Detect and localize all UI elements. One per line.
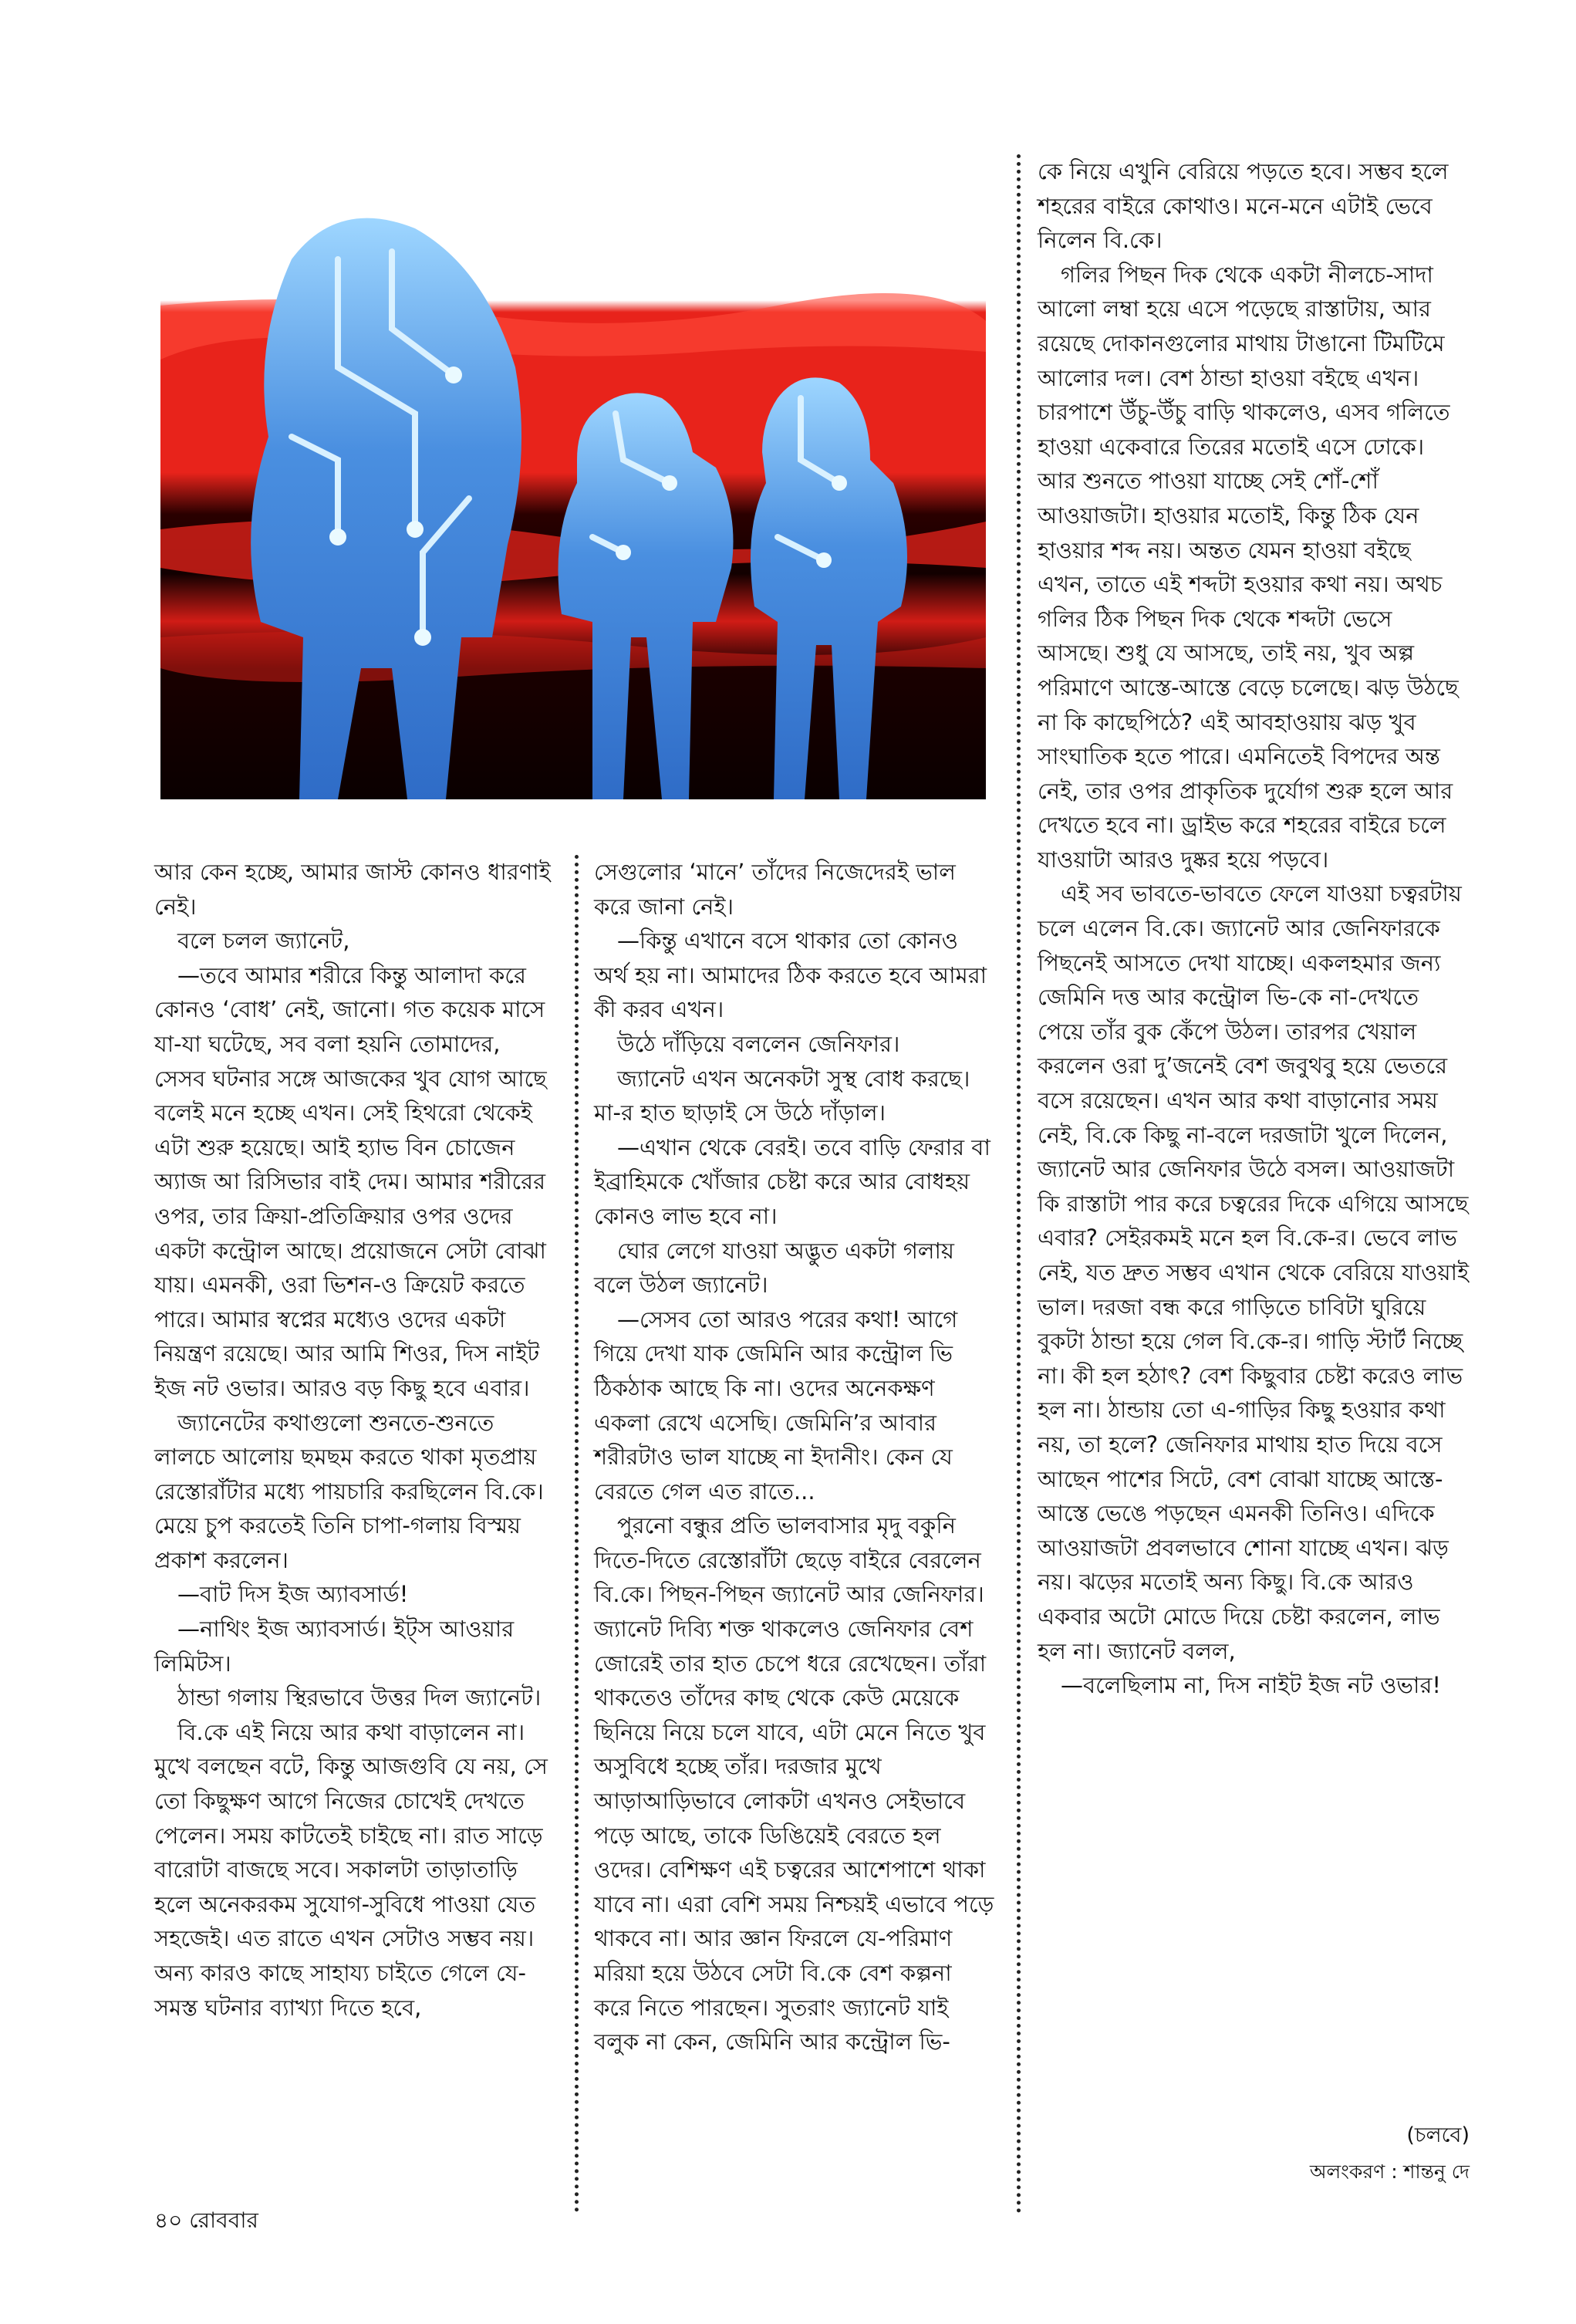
paragraph: —নাথিং ইজ অ্যাবসার্ড। ইট্স আওয়ার লিমিটস।: [154, 1616, 515, 1677]
paragraph: —বাট দিস ইজ অ্যাবসার্ড!: [177, 1581, 409, 1608]
illustration: [160, 205, 986, 799]
paragraph: গলির পিছন দিক থেকে একটা নীলচে-সাদা আলো লম্বা হয়ে এসে পড়েছে রাস্তাটায়, আর রয়েছে দোকানগুলোর মাথায় টাঙানো টিমটিমে আলোর দল। বেশ ঠান্ডা হাওয়া বইছে এখন। চারপাশে উঁচু-উঁচু বাড়ি থাকলেও, এসব গলিতে হাওয়া একেবারে তিরের মতোই এসে ঢোকে। আর শুনতে পাওয়া যাচ্ছে সেই শোঁ-শোঁ আওয়াজটা। হাওয়ার মতোই, কিন্তু ঠিক যেন হাওয়ার শব্দ নয়। অন্তত যেমন হাওয়া বইছে এখন, তাতে এই শব্দটা হওয়ার কথা নয়। অথচ গলির ঠিক পিছন দিক থেকে শব্দটা ভেসে আসছে। শুধু যে আসছে, তাই নয়, খুব অল্প পরিমাণে আস্তে-আস্তে বেড়ে চলেছে। ঝড় উঠছে না কি কাছেপিঠে? এই আবহাওয়ায় ঝড় খুব সাংঘাতিক হতে পারে। এমনিতেই বিপদের অন্ত নেই, তার ওপর প্রাকৃতিক দুর্যোগ শুরু হলে আর দেখতে হবে না। ড্রাইভ করে শহরের বাইরে চলে যাওয়াটা আরও দুষ্কর হয়ে পড়বে।: [1038, 261, 1459, 873]
column-divider-2: [1017, 154, 1021, 2214]
text-column-2: [594, 855, 995, 2213]
paragraph: ঠান্ডা গলায় স্থিরভাবে উত্তর দিল জ্যানেট।: [177, 1684, 542, 1711]
paragraph: কে নিয়ে এখুনি বেরিয়ে পড়তে হবে। সম্ভব হলে শহরের বাইরে কোথাও। মনে-মনে এটাই ভেবে নিলেন বি.কে।: [1038, 158, 1449, 254]
illustration-credit: অলংকরণ : শান্তনু দে: [1309, 2160, 1470, 2183]
paragraph: —এখান থেকে বেরই। তবে বাড়ি ফেরার বা ইব্রাহিমকে খোঁজার চেষ্টা করে আর বোধহয় কোনও লাভ হবে না।: [594, 1133, 990, 1229]
paragraph: এই সব ভাবতে-ভাবতে ফেলে যাওয়া চত্বরটায় চলে এলেন বি.কে। জ্যানেট আর জেনিফারকে পিছনেই আসতে দেখা যাচ্ছে। একলহমার জন্য জেমিনি দত্ত আর কন্ট্রোল ভি-কে না-দেখতে পেয়ে তাঁর বুক কেঁপে উঠল। তারপর খেয়াল করলেন ওরা দু’জনেই বেশ জবুথবু হয়ে ভেতরে বসে রয়েছেন। এখন আর কথা বাড়ানোর সময় নেই, বি.কে কিছু না-বলে দরজাটা খুলে দিলেন, জ্যানেট আর জেনিফার উঠে বসল। আওয়াজটা কি রাস্তাটা পার করে চত্বরের দিকে এগিয়ে আসছে এবার? সেইরকমই মনে হল বি.কে-র। ভেবে লাভ নেই, যত দ্রুত সম্ভব এখান থেকে বেরিয়ে যাওয়াই ভাল। দরজা বন্ধ করে গাড়িতে চাবিটা ঘুরিয়ে বুকটা ঠান্ডা হয়ে গেল বি.কে-র। গাড়ি স্টার্ট নিচ্ছে না। কী হল হঠাৎ? বেশ কিছুবার চেষ্টা করেও লাভ হল না। ঠান্ডায় তো এ-গাড়ির কিছু হওয়ার কথা নয়, তা হলে? জেনিফার মাথায় হাত দিয়ে বসে আছেন পাশের সিটে, বেশ বোঝা যাচ্ছে আস্তে-আস্তে ভেঙে পড়ছেন এমনকী তিনিও। এদিকে আওয়াজটা প্রবলভাবে শোনা যাচ্ছে এখন। ঝড় নয়। ঝড়ের মতোই অন্য কিছু। বি.কে আরও একবার অটো মোডে দিয়ে চেষ্টা করলেন, লাভ হল না। জ্যানেট বলল,: [1038, 880, 1470, 1664]
paragraph: পুরনো বন্ধুর প্রতি ভালবাসার মৃদু বকুনি দিতে-দিতে রেস্তোরাঁটা ছেড়ে বাইরে বেরলেন বি.কে। পিছন-পিছন জ্যানেট আর জেনিফার। জ্যানেট দিব্যি শক্ত থাকলেও জেনিফার বেশ জোরেই তার হাত চেপে ধরে রেখেছেন। তাঁরা থাকতেও তাঁদের কাছ থেকে কেউ মেয়েকে ছিনিয়ে নিয়ে চলে যাবে, এটা মেনে নিতে খুব অসুবিধে হচ্ছে তাঁর। দরজার মুখে আড়াআড়িভাবে লোকটা এখনও সেইভাবে পড়ে আছে, তাকে ডিঙিয়েই বেরতে হল ওদের। বেশিক্ষণ এই চত্বরের আশেপাশে থাকা যাবে না। এরা বেশি সময় নিশ্চয়ই এভাবে পড়ে থাকবে না। আর জ্ঞান ফিরলে যে-পরিমাণ মরিয়া হয়ে উঠবে সেটা বি.কে বেশ কল্পনা করে নিতে পারছেন। সুতরাং জ্যানেট যাই বলুক না কেন, জেমিনি আর কন্ট্রোল ভি-: [594, 1512, 994, 2055]
column-divider-1: [575, 855, 579, 2213]
paragraph: বলে চলল জ্যানেট,: [177, 927, 350, 954]
paragraph: —বলেছিলাম না, দিস নাইট ইজ নট ওভার!: [1061, 1672, 1442, 1699]
page-footer: ৪০ রোববার: [154, 2207, 258, 2233]
paragraph: বি.কে এই নিয়ে আর কথা বাড়ালেন না। মুখে বলছেন বটে, কিন্তু আজগুবি যে নয়, সে তো কিছুক্ষণ আগে নিজের চোখেই দেখতে পেলেন। সময় কাটতেই চাইছে না। রাত সাড়ে বারোটা বাজছে সবে। সকালটা তাড়াতাড়ি হলে অনেকরকম সুযোগ-সুবিধে পাওয়া যেত সহজেই। এত রাতে এখন সেটাও সম্ভব নয়। অন্য কারও কাছে সাহায্য চাইতে গেলে যে-সমস্ত ঘটনার ব্যাখ্যা দিতে হবে,: [154, 1718, 548, 2021]
continued-label: (চলবে): [1406, 2123, 1470, 2147]
silhouettes-circuit-icon: [160, 205, 986, 799]
paragraph: সেগুলোর ‘মানে’ তাঁদের নিজেদেরই ভাল করে জানা নেই।: [594, 859, 956, 920]
paragraph: ঘোর লেগে যাওয়া অদ্ভুত একটা গলায় বলে উঠল জ্যানেট।: [594, 1237, 955, 1299]
paragraph: জ্যানেটের কথাগুলো শুনতে-শুনতে লালচে আলোয় ছমছম করতে থাকা মৃতপ্রায় রেস্তোরাঁটার মধ্যে পায়চারি করছিলেন বি.কে। মেয়ে চুপ করতেই তিনি চাপা-গলায় বিস্ময় প্রকাশ করলেন।: [154, 1409, 544, 1573]
paragraph: —সেসব তো আরও পরের কথা! আগে গিয়ে দেখা যাক জেমিনি আর কন্ট্রোল ভি ঠিকঠাক আছে কি না। ওদের অনেকক্ষণ একলা রেখে এসেছি। জেমিনি’র আবার শরীরটাও ভাল যাচ্ছে না ইদানীং। কেন যে বেরতে গেল এত রাতে...: [594, 1306, 958, 1505]
paragraph: আর কেন হচ্ছে, আমার জাস্ট কোনও ধারণাই নেই।: [154, 859, 551, 920]
paragraph: উঠে দাঁড়িয়ে বললেন জেনিফার।: [617, 1030, 900, 1057]
text-column-3: [1038, 154, 1470, 2160]
paragraph: —কিন্তু এখানে বসে থাকার তো কোনও অর্থ হয় না। আমাদের ঠিক করতে হবে আমরা কী করব এখন।: [594, 927, 987, 1023]
paragraph: জ্যানেট এখন অনেকটা সুস্থ বোধ করছে। মা-র হাত ছাড়াই সে উঠে দাঁড়াল।: [594, 1065, 970, 1127]
paragraph: —তবে আমার শরীরে কিন্তু আলাদা করে কোনও ‘বোধ’ নেই, জানো। গত কয়েক মাসে যা-যা ঘটেছে, সব বলা হয়নি তোমাদের, সেসব ঘটনার সঙ্গে আজকের খুব যোগ আছে বলেই মনে হচ্ছে এখন। সেই হিথরো থেকেই এটা শুরু হয়েছে। আই হ্যাভ বিন চোজেন অ্যাজ আ রিসিভার বাই দেম। আমার শরীরের ওপর, তার ক্রিয়া-প্রতিক্রিয়ার ওপর ওদের একটা কন্ট্রোল আছে। প্রয়োজনে সেটা বোঝা যায়। এমনকী, ওরা ভিশন-ও ক্রিয়েট করতে পারে। আমার স্বপ্নের মধ্যেও ওদের একটা নিয়ন্ত্রণ রয়েছে। আর আমি শিওর, দিস নাইট ইজ নট ওভার। আরও বড় কিছু হবে এবার।: [154, 961, 547, 1401]
text-column-1: [154, 855, 555, 2213]
